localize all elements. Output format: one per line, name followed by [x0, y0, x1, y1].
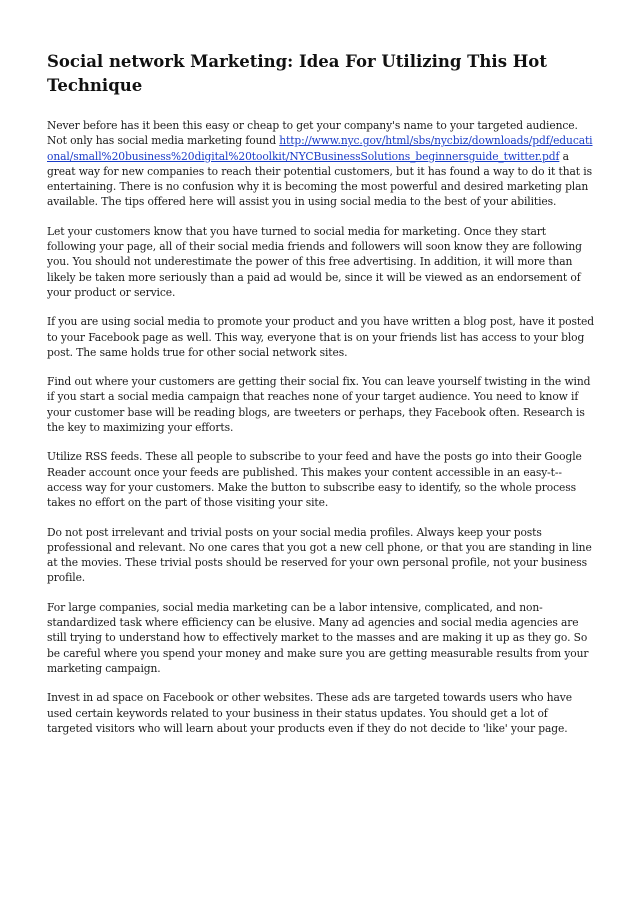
paragraph-intro-text-after: a great way for new companies to reach their potential customers, but it has found a way to do it that is entertaining. There is no confusion why it is becoming the most powerful and desired marketing plan available. The tips offered here will assist you in using social media to the best of your abilities. [47, 149, 592, 209]
paragraph-ad-space: Invest in ad space on Facebook or other websites. These ads are targeted towards users who have used certain keywords related to your business in their status updates. You should get a lot of targeted visitors who will learn about your products even if they do not decide to 'like' your page. [47, 691, 572, 735]
paragraph-rss-feeds: Utilize RSS feeds. These all people to subscribe to your feed and have the posts go into their Google Reader account once your feeds are published. This makes your content accessible in an easy-t--access way for your customers. Make the button to subscribe easy to identify, so the whole process takes no effort on the part of those visiting your site. [47, 450, 582, 510]
paragraph-blog-post: If you are using social media to promote your product and you have written a blog post, have it posted to your Facebook page as well. This way, everyone that is on your friends list has access to your blog post. The same holds true for other social network sites. [47, 315, 595, 359]
paragraph-intro-text-before: Never before has it been this easy or cheap to get your company's name to your targeted audience. Not only has social media marketing found [47, 119, 578, 148]
paragraph-trivial-posts: Do not post irrelevant and trivial posts on your social media profiles. Always keep your posts professional and relevant. No one cares that you got a new cell phone, or that you are standing in line at the movies. These trivial posts should be reserved for your own personal profile, not your business profile. [47, 525, 592, 585]
paragraph-intro [47, 118, 595, 210]
paragraph-large-companies: For large companies, social media marketing can be a labor intensive, complicated, and non-standardized task where efficiency can be elusive. Many ad agencies and social media agencies are still trying to understand how to effectively market to the masses and are making it up as they go. So be careful where you spend your money and make sure you are getting measurable results from your marketing campaign. [47, 600, 589, 675]
paragraph-customers-know: Let your customers know that you have turned to social media for marketing. Once they start following your page, all of their social media friends and followers will soon know they are following you. You should not underestimate the power of this free advertising. In addition, it will more than likely be taken more seriously than a paid ad would be, since it will be viewed as an endorsement of your product or service. [47, 224, 582, 299]
nyc-guide-link[interactable]: http://www.nyc.gov/html/sbs/nycbiz/downloads/pdf/educational/small%20business%20digital%20toolkit/NYCBusinessSolutions_beginnersguide_twitter.pdf [47, 134, 593, 163]
paragraph-social-fix: Find out where your customers are getting their social fix. You can leave yourself twisting in the wind if you start a social media campaign that reaches none of your target audience. You need to know if your customer base will be reading blogs, are tweeters or perhaps, they Facebook often. Research is the key to maximizing your efforts. [47, 375, 591, 435]
document-page [47, 50, 595, 750]
document-title: Social network Marketing: Idea For Utilizing This Hot Technique [47, 52, 547, 95]
